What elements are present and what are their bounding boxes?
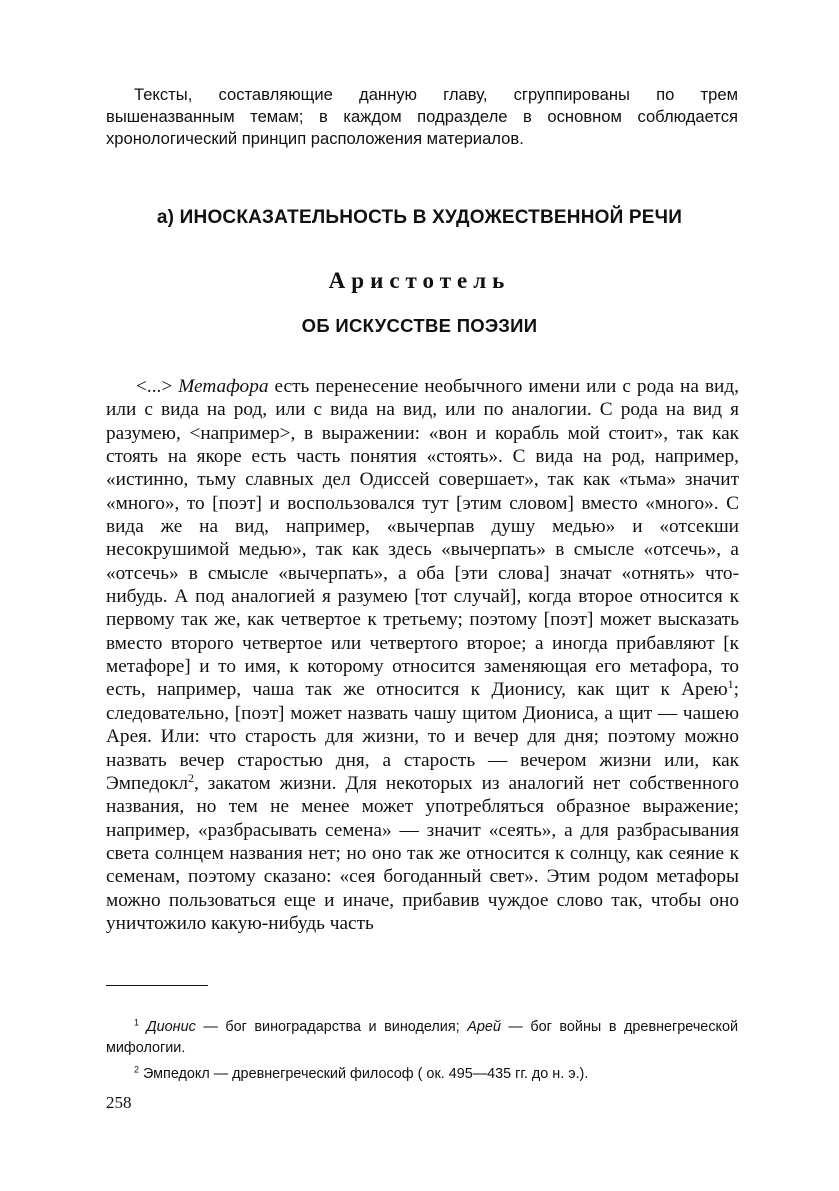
footnote-ref-2: 2 — [188, 770, 194, 785]
footnote-1-text-a: — бог виноградарства и виноделия; — [195, 1019, 468, 1035]
footnote-2 — [106, 1064, 738, 1085]
body-paragraph — [106, 375, 739, 935]
term-metaphor: Метафора — [178, 376, 269, 397]
body-text-part-3: , закатом жизни. Для некоторых из аналогий нет собственного названия, но тем не менее может употребляться образное выражение; например, «разбрасывать семена» — значит «сеять», а для разбрасывания света солнцем названия нет; но оно так же относится к солнцу, как сеяние к семенам, поэтому сказано: «сея богоданный свет». Этим родом метафоры можно пользоваться еще и иначе, прибавив чуждое слово так, чтобы оно уничтожило какую-нибудь часть — [106, 772, 739, 934]
body-text-part-1: есть перенесение необычного имени или с рода на вид, или с вида на род, или с вида на вид, или по аналогии. С рода на вид я разумею, <например>, в выражении: «вон и корабль мой стоит», так как стоять на якоре есть часть понятия «стоять». С вида на род, например, «истинно, тьму славных дел Одиссей совершает», так как «тьма» значит «много», то [поэт] и воспользовался тут [этим словом] вместо «много». С вида же на вид, например, «вычерпав душу медью» и «отсекши несокрушимой медью», так как здесь «вычерпать» в смысле «отсечь», а «отсечь» в смысле «вычерпать», а оба [эти слова] значат «отнять» что-нибудь. А под аналогией я разумею [тот случай], когда второе относится к первому так же, как четвертое к третьему; поэтому [поэт] может высказать вместо второго четвертое или четвертого второе; а иногда прибавляют [к метафоре] и то имя, к которому относится заменяющая его метафора, то есть, например, чаша так же относится к Дионису, как щит к Арею — [106, 376, 739, 701]
ellipsis-mark: <...> — [136, 376, 179, 397]
author-name: Аристотель — [328, 268, 511, 293]
footnote-divider — [106, 985, 208, 986]
footnote-1-term-dionysus: Дионис — [146, 1019, 196, 1035]
footnote-1-text-b: — бог войны в древнегреческой мифологии. — [106, 1019, 739, 1056]
footnote-2-mark: 2 — [134, 1064, 139, 1075]
footnote-1 — [106, 1017, 738, 1059]
body-text-part-2: ; следовательно, [поэт] может назвать чашу щитом Диониса, а щит — чашею Арея. Или: что старость для жизни, то и вечер для дня; поэтому можно назвать вечер старостью дня, а старость — вечером жизни или, как Эмпедокл — [106, 679, 739, 794]
intro-paragraph: Тексты, составляющие данную главу, сгруппированы по трем вышеназванным темам; в каждом подразделе в основном соблюдается хронологический принцип расположения материалов. — [106, 85, 738, 148]
work-title: ОБ ИСКУССТВЕ ПОЭЗИИ — [301, 315, 538, 336]
footnote-ref-1: 1 — [727, 677, 734, 692]
section-heading: а) ИНОСКАЗАТЕЛЬНОСТЬ В ХУДОЖЕСТВЕННОЙ РЕЧИ — [156, 207, 683, 228]
footnote-1-term-ares: Арей — [467, 1019, 501, 1035]
page-number: 258 — [106, 1093, 132, 1112]
footnote-2-text: Эмпедокл — древнегреческий философ ( ок. 495—435 гг. до н. э.). — [138, 1066, 589, 1082]
footnote-1-mark: 1 — [134, 1017, 139, 1028]
